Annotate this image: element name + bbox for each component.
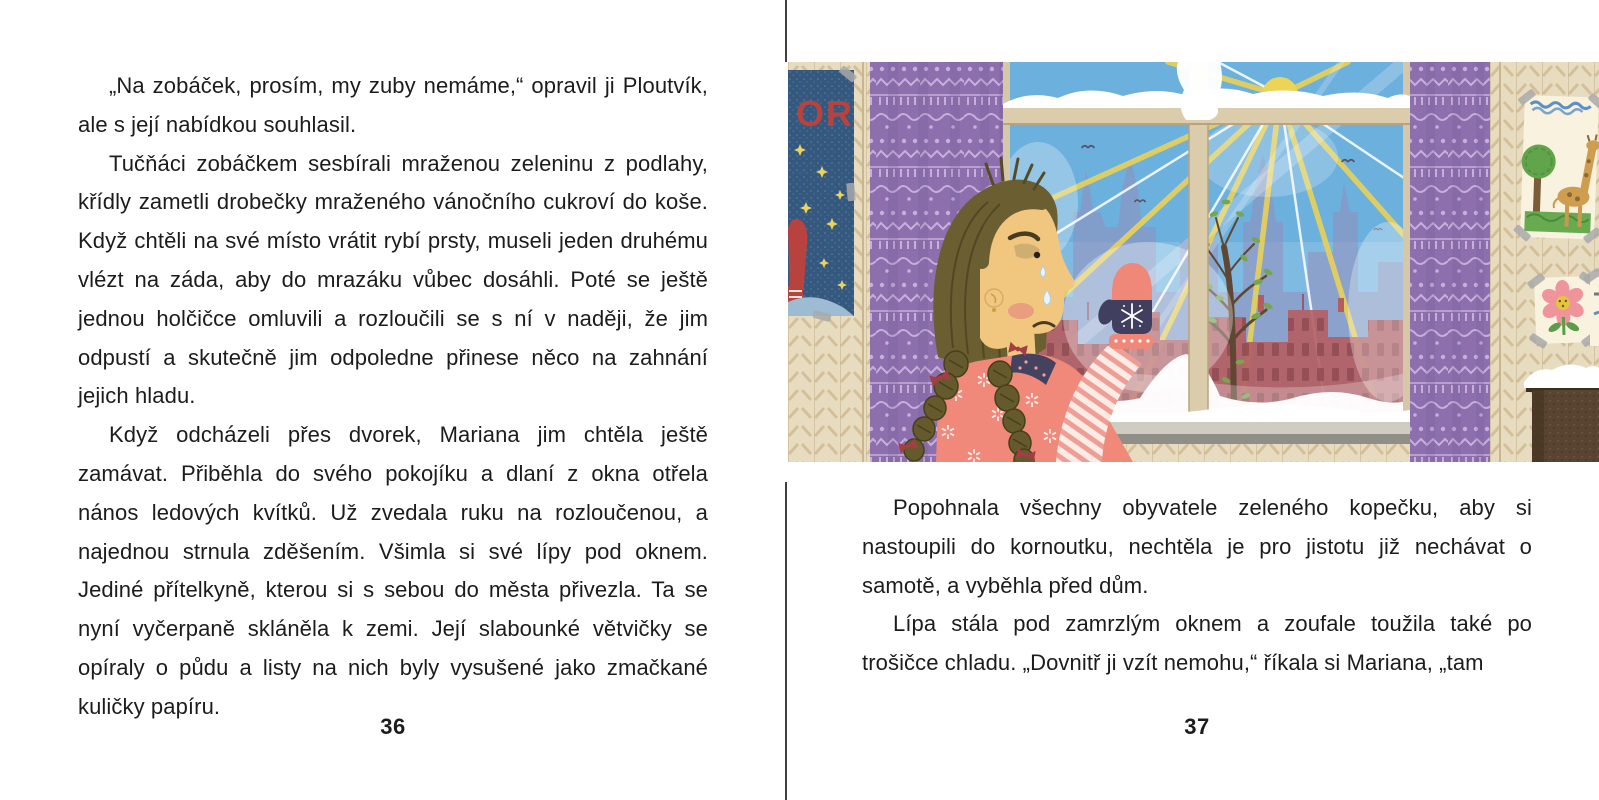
starry-poster	[788, 65, 857, 322]
right-page-text	[862, 489, 1532, 683]
poster-letters: OR	[796, 93, 854, 134]
gutter-divider-bottom	[785, 482, 787, 800]
gutter-divider-top	[785, 0, 787, 62]
giraffe-drawing	[1512, 88, 1599, 245]
girl-cheek	[1008, 303, 1034, 319]
paragraph: Když odcházeli přes dvorek, Mariana jim chtěla ještě zamávat. Přiběhla do svého pokojíku a dlaní z okna otřela nános ledových kvítků. Už zvedala ruku na rozloučenou, a najednou strnula zděšením. Všimla si své lípy pod oknem. Jediné přítelkyně, kterou si s sebou do města přivezla. Ta se nyní vyčerpaně skláněla k zemi. Její slabounké větvičky se opíraly o půdu a listy na nich byly vysušené jako zmačkané kuličky papíru.	[78, 422, 708, 719]
book-illustration	[788, 62, 1599, 462]
snow-covered-cabinet	[1524, 364, 1599, 462]
left-page-text	[78, 67, 708, 727]
girl-eye	[1034, 252, 1040, 258]
curtain-right	[1410, 62, 1490, 462]
paragraph: Lípa stála pod zamrzlým oknem a zoufale toužila také po trošičce chladu. „Dovnitř ji vzít nemohu,“ říkala si Mariana, „tam	[862, 611, 1532, 676]
girl-ear	[985, 289, 1003, 307]
paragraph: Tučňáci zobáčkem sesbírali mraženou zeleninu z podlahy, křídly zametli drobečky mraženého vánočního cukroví do koše. Když chtěli na své místo vrátit rybí prsty, museli jeden druhému vlézt na záda, aby do mrazáku vůbec dosáhli. Poté se ještě jednou holčičce omluvili a rozloučili se s ní v naději, že jim odpustí a skutečně jim odpoledne přinese něco na zahnání jejich hladu.	[78, 150, 708, 409]
left-page-number: 36	[380, 714, 406, 739]
paragraph: „Na zobáček, prosím, my zuby nemáme,“ opravil ji Ploutvík, ale s její nabídkou souhlasil.	[78, 73, 708, 137]
paragraph: Popohnala všechny obyvatele zeleného kopečku, aby si nastoupili do kornoutku, nechtěla je pro jistotu již nechávat o samotě, a vyběhla před dům.	[862, 495, 1532, 598]
right-page-number: 37	[1184, 714, 1210, 739]
frost-on-mullion	[1177, 62, 1222, 120]
